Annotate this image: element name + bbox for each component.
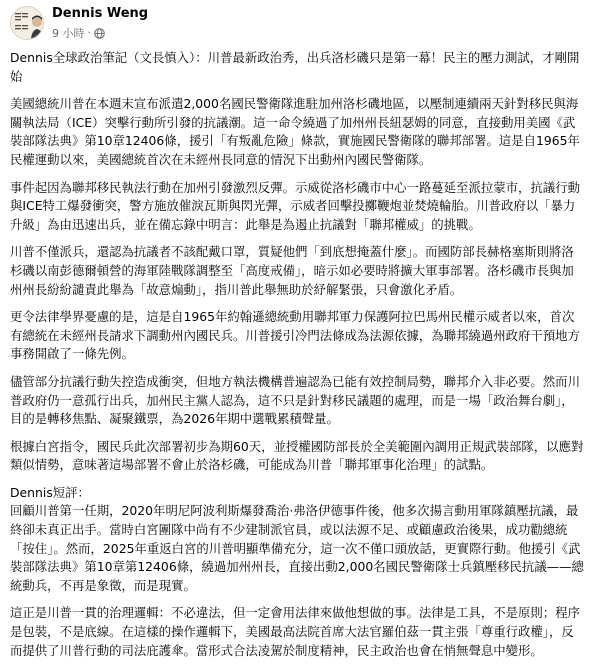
post-paragraph: 川普不僅派兵，還認為抗議者不該配戴口罩，質疑他們「到底想掩蓋什麼」。而國防部長赫格塞斯則將洛杉磯以南彭德爾頓營的海軍陸戰隊調整至「高度戒備」，暗示如必要時將擴大軍事部署。洛杉磯市長與加州州長紛紛譴責此舉為「故意煽動」，指川普此舉無助於紓解緊張，只會激化矛盾。 <box>10 244 574 297</box>
post-meta <box>52 25 105 41</box>
author-name[interactable]: Dennis Weng <box>52 6 149 21</box>
post-paragraph: 這正是川普一貫的治理邏輯：不必違法，但一定會用法律來做他想做的事。法律是工具，不是原則；程序是包裝，不是底線。在這樣的操作邏輯下，美國最高法院首席大法官羅伯茲一貫主張「尊重行政權」，反而提供了川普行動的司法庇護傘。當形式合法凌駕於制度精神，民主政治也會在悄無聲息中變形。 <box>10 605 580 658</box>
post-time[interactable]: 9 小時 <box>52 27 85 40</box>
post-paragraph: 事件起因為聯邦移民執法行動在加州引發激烈反彈。示威從洛杉磯市中心一路蔓延至派拉蒙市，抗議行動與ICE特工爆發衝突，警方施放催淚瓦斯與閃光彈，示威者回擊投擲鞭炮並焚燒輪胎。川普政府以「暴力升級」為由迅速出兵，並在備忘錄中明言：此舉是為遏止抗議對「聯邦權威」的挑戰。 <box>10 179 580 232</box>
meta-separator: · <box>87 27 91 39</box>
post-paragraph: 回顧川普第一任期，2020年明尼阿波利斯爆發喬治·弗洛伊德事件後，他多次揚言動用軍隊鎮壓抗議，最終卻未真正出手。當時白宮團隊中尚有不少建制派官員，或以法源不足、或顧慮政治後果，成功勸總統「按住」。然而，2025年重返白宮的川普明顯準備充分，這一次不僅口頭放話，更實際行動。他援引《武裝部隊法典》第10章第12406條，繞過加州州長，直接出動2,000名國民警衛隊士兵鎮壓移民抗議——總統動兵，不再是象徵，而是現實。 <box>10 503 584 593</box>
globe-icon[interactable] <box>94 28 105 39</box>
short-comment-heading: Dennis短評： <box>10 484 90 500</box>
post-paragraph: 更令法律學界憂慮的是，這是自1965年約翰遜總統動用聯邦軍力保護阿拉巴馬州民權示威者以來，首次有總統在未經州長請求下調動州內國民兵。川普援引冷門法條成為法源依據，為聯邦繞過州政府干預地方事務開啟了一條先例。 <box>10 309 580 362</box>
post-title-line: Dennis全球政治筆記（文長慎入）：川普最新政治秀，出兵洛杉磯只是第一幕！民主的壓力測試，才剛開始 <box>10 50 580 84</box>
post-paragraph: 儘管部分抗議行動失控造成衝突，但地方執法機構普遍認為已能有效控制局勢，聯邦介入非必要。然而川普政府仍一意孤行出兵，加州民主黨人認為，這不只是針對移民議題的處理，而是一場「政治舞台劇」，目的是轉移焦點、凝聚鐵票，為2026年期中選戰累積聲量。 <box>10 373 580 427</box>
post-paragraph: 根據白宮指令，國民兵此次部署初步為期60天，並授權國防部長於全美範圍內調用正規武裝部隊，以應對類似情勢，意味著這場部署不會止於洛杉磯，可能成為川普「聯邦軍事化治理」的試點。 <box>10 438 584 473</box>
post-body <box>10 49 586 669</box>
post-paragraph: 美國總統川普在本週末宣布派遣2,000名國民警衛隊進駐加州洛杉磯地區，以壓制連續兩天針對移民與海關執法局（ICE）突擊行動所引發的抗議潮。這一命令繞過了加州州長紐瑟姆的同意，直接動用美國《武裝部隊法典》第10章12406條，援引「有叛亂危險」條款，實施國民警衛隊的聯邦部署。這是自1965年民權運動以來，美國總統首次在未經州長同意的情況下出動州內國民警衛隊。 <box>10 96 580 167</box>
author-avatar[interactable] <box>10 6 44 40</box>
author-portrait-icon <box>11 7 44 40</box>
post-header <box>0 0 598 44</box>
